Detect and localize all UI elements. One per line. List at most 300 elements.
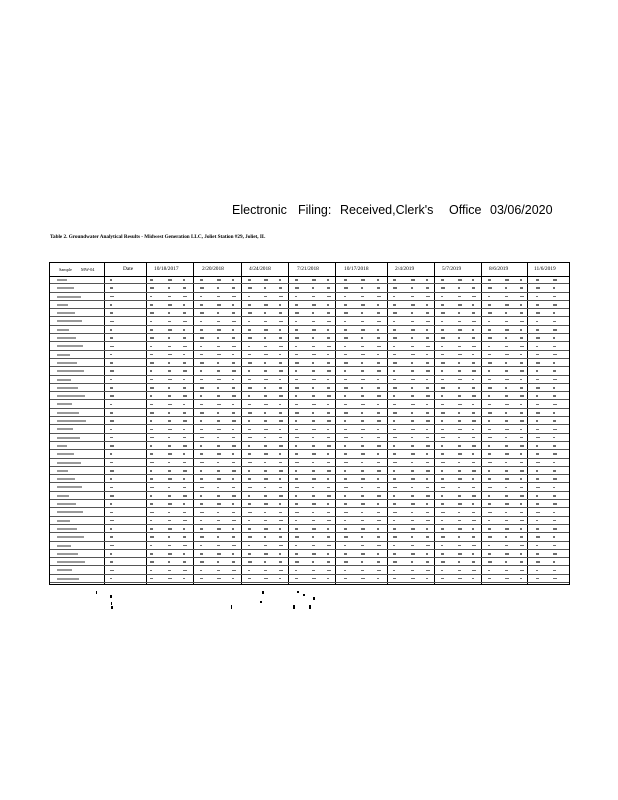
table-cell-mark xyxy=(150,304,153,306)
table-cell-mark xyxy=(279,536,282,538)
table-cell-mark xyxy=(183,453,185,455)
table-cell-mark xyxy=(110,445,114,447)
table-cell-mark xyxy=(168,346,171,348)
table-cell-mark xyxy=(361,520,364,522)
table-cell-mark xyxy=(248,495,250,497)
table-cell-mark xyxy=(200,528,203,530)
table-cell-mark xyxy=(393,570,395,572)
table-cell-mark xyxy=(361,545,364,547)
table-cell-mark xyxy=(110,437,113,439)
table-cell-mark xyxy=(361,354,365,356)
table-cell-mark xyxy=(200,404,203,406)
table-cell-mark xyxy=(217,362,219,364)
table-cell-mark xyxy=(426,395,430,397)
table-cell-mark xyxy=(488,337,492,339)
table-cell-mark xyxy=(520,379,522,381)
table-cell-mark xyxy=(505,462,507,464)
table-cell-mark xyxy=(279,553,281,555)
table-cell-mark xyxy=(150,495,152,497)
table-cell-mark xyxy=(393,553,396,555)
table-cell-mark xyxy=(217,553,221,555)
table-cell-mark xyxy=(377,578,379,580)
table-cell-mark xyxy=(426,561,429,563)
table-cell-mark xyxy=(536,462,540,464)
table-cell-mark xyxy=(472,553,474,555)
table-cell-mark xyxy=(344,329,347,331)
table-cell-mark xyxy=(393,578,396,580)
table-cell-mark xyxy=(327,578,329,580)
row-parameter-placeholder xyxy=(57,453,74,455)
table-cell-mark xyxy=(377,370,381,372)
table-cell-mark xyxy=(150,545,152,547)
table-cell-mark xyxy=(536,478,539,480)
table-cell-mark xyxy=(150,429,153,431)
table-cell-mark xyxy=(264,404,268,406)
table-cell-mark xyxy=(536,578,539,580)
table-cell-mark xyxy=(488,296,490,298)
table-cell-mark xyxy=(200,379,203,381)
table-cell-mark xyxy=(361,346,364,348)
table-cell-mark xyxy=(168,329,172,331)
table-cell-mark xyxy=(411,354,415,356)
table-cell-mark xyxy=(295,379,298,381)
table-cell-mark xyxy=(110,395,114,397)
table-cell-mark xyxy=(200,420,202,422)
table-cell-mark xyxy=(377,445,381,447)
table-cell-mark xyxy=(411,445,414,447)
table-cell-mark xyxy=(411,304,415,306)
table-cell-mark xyxy=(426,279,428,281)
table-cell-mark xyxy=(200,362,204,364)
table-cell-mark xyxy=(488,478,491,480)
table-cell-mark xyxy=(183,420,187,422)
table-cell-mark xyxy=(426,362,429,364)
table-cell-mark xyxy=(441,487,445,489)
table-cell-mark xyxy=(553,362,555,364)
table-cell-mark xyxy=(536,354,539,356)
table-cell-mark xyxy=(536,503,539,505)
table-cell-mark xyxy=(295,536,299,538)
table-cell-mark xyxy=(411,387,413,389)
row-parameter-placeholder xyxy=(57,495,69,497)
table-cell-mark xyxy=(411,570,414,572)
table-cell-mark xyxy=(232,296,236,298)
table-cell-mark xyxy=(536,487,540,489)
sample-id: MW-04 xyxy=(81,267,95,272)
table-cell-mark xyxy=(441,470,443,472)
table-cell-mark xyxy=(472,420,476,422)
table-cell-mark xyxy=(488,470,490,472)
table-cell-mark xyxy=(361,321,364,323)
table-cell-mark xyxy=(472,536,475,538)
table-cell-mark xyxy=(393,437,397,439)
table-cell-mark xyxy=(393,362,397,364)
row-parameter-placeholder xyxy=(57,279,67,281)
stamp-office: Office xyxy=(449,203,482,217)
row-parameter-placeholder xyxy=(57,478,75,480)
table-row xyxy=(50,467,569,475)
table-cell-mark xyxy=(377,553,379,555)
table-cell-mark xyxy=(312,312,314,314)
row-parameter-placeholder xyxy=(57,503,76,505)
table-cell-mark xyxy=(217,404,221,406)
table-cell-mark xyxy=(312,321,315,323)
table-cell-mark xyxy=(312,279,316,281)
table-cell-mark xyxy=(553,553,557,555)
date-col-3: 4/24/2018 xyxy=(249,266,271,272)
table-cell-mark xyxy=(248,420,250,422)
table-cell-mark xyxy=(458,337,460,339)
table-cell-mark xyxy=(110,545,114,547)
table-cell-mark xyxy=(150,362,154,364)
table-cell-mark xyxy=(426,445,430,447)
table-cell-mark xyxy=(344,495,346,497)
row-parameter-placeholder xyxy=(57,304,68,306)
table-cell-mark xyxy=(458,279,462,281)
table-cell-mark xyxy=(264,287,266,289)
table-cell-mark xyxy=(441,445,443,447)
table-row xyxy=(50,284,569,292)
table-cell-mark xyxy=(536,395,538,397)
table-cell-mark xyxy=(248,329,251,331)
table-cell-mark xyxy=(295,487,299,489)
table-cell-mark xyxy=(426,570,430,572)
table-cell-mark xyxy=(377,570,381,572)
table-cell-mark xyxy=(458,453,462,455)
table-cell-mark xyxy=(232,553,234,555)
table-cell-mark xyxy=(168,553,172,555)
table-cell-mark xyxy=(168,287,170,289)
table-cell-mark xyxy=(472,287,475,289)
table-cell-mark xyxy=(312,528,316,530)
scan-mark xyxy=(297,591,299,593)
table-cell-mark xyxy=(361,279,365,281)
table-cell-mark xyxy=(183,437,186,439)
table-cell-mark xyxy=(458,370,461,372)
table-cell-mark xyxy=(553,536,555,538)
table-cell-mark xyxy=(232,453,234,455)
table-cell-mark xyxy=(279,420,283,422)
table-cell-mark xyxy=(393,536,397,538)
table-cell-mark xyxy=(488,420,490,422)
table-cell-mark xyxy=(295,453,298,455)
table-cell-mark xyxy=(295,561,299,563)
table-cell-mark xyxy=(110,420,114,422)
table-cell-mark xyxy=(327,536,330,538)
table-cell-mark xyxy=(553,545,556,547)
table-cell-mark xyxy=(200,304,203,306)
table-cell-mark xyxy=(248,321,250,323)
table-cell-mark xyxy=(264,437,266,439)
table-cell-mark xyxy=(393,296,395,298)
table-cell-mark xyxy=(248,470,250,472)
table-cell-mark xyxy=(426,578,428,580)
table-cell-mark xyxy=(458,570,461,572)
stamp-received: Received,Clerk's xyxy=(340,203,434,217)
table-cell-mark xyxy=(217,478,221,480)
table-cell-mark xyxy=(472,329,474,331)
table-cell-mark xyxy=(393,453,396,455)
table-cell-mark xyxy=(361,395,364,397)
table-cell-mark xyxy=(248,395,250,397)
table-cell-mark xyxy=(520,346,524,348)
table-cell-mark xyxy=(248,545,250,547)
table-cell-mark xyxy=(168,412,170,414)
table-cell-mark xyxy=(295,304,298,306)
table-cell-mark xyxy=(520,470,524,472)
table-cell-mark xyxy=(327,553,329,555)
table-row xyxy=(50,508,569,516)
table-cell-mark xyxy=(520,412,523,414)
table-cell-mark xyxy=(458,354,462,356)
table-cell-mark xyxy=(232,512,235,514)
table-cell-mark xyxy=(217,570,220,572)
table-cell-mark xyxy=(279,520,283,522)
table-cell-mark xyxy=(232,337,235,339)
scan-mark xyxy=(110,595,112,598)
table-cell-mark xyxy=(264,296,267,298)
table-cell-mark xyxy=(505,395,508,397)
table-cell-mark xyxy=(344,287,348,289)
table-cell-mark xyxy=(232,312,235,314)
table-cell-mark xyxy=(217,487,219,489)
table-cell-mark xyxy=(264,561,266,563)
table-cell-mark xyxy=(377,536,380,538)
table-cell-mark xyxy=(458,536,460,538)
table-cell-mark xyxy=(150,512,154,514)
table-cell-mark xyxy=(312,445,315,447)
table-cell-mark xyxy=(520,528,522,530)
table-cell-mark xyxy=(553,487,555,489)
table-cell-mark xyxy=(458,528,462,530)
table-cell-mark xyxy=(488,462,492,464)
table-cell-mark xyxy=(150,379,153,381)
table-cell-mark xyxy=(536,287,540,289)
table-cell-mark xyxy=(200,578,203,580)
table-cell-mark xyxy=(150,404,153,406)
table-row xyxy=(50,558,569,566)
table-cell-mark xyxy=(248,312,252,314)
table-cell-mark xyxy=(377,387,380,389)
table-cell-mark xyxy=(264,420,267,422)
row-parameter-placeholder xyxy=(57,370,84,372)
table-cell-mark xyxy=(344,470,346,472)
table-cell-mark xyxy=(312,512,314,514)
table-cell-mark xyxy=(312,354,316,356)
table-cell-mark xyxy=(393,387,397,389)
table-cell-mark xyxy=(536,312,540,314)
stamp-date: 03/06/2020 xyxy=(490,203,553,217)
table-cell-mark xyxy=(426,312,429,314)
table-cell-mark xyxy=(327,412,330,414)
table-cell-mark xyxy=(110,312,113,314)
table-cell-mark xyxy=(377,312,380,314)
table-cell-mark xyxy=(200,395,202,397)
table-cell-mark xyxy=(110,503,112,505)
table-cell-mark xyxy=(168,495,171,497)
table-cell-mark xyxy=(279,412,282,414)
table-cell-mark xyxy=(327,304,329,306)
table-cell-mark xyxy=(327,279,329,281)
table-cell-mark xyxy=(183,287,186,289)
table-cell-mark xyxy=(520,287,523,289)
row-parameter-placeholder xyxy=(57,387,78,389)
table-cell-mark xyxy=(505,346,508,348)
table-cell-mark xyxy=(361,379,365,381)
table-cell-mark xyxy=(553,287,555,289)
table-cell-mark xyxy=(426,412,429,414)
table-cell-mark xyxy=(344,429,347,431)
table-cell-mark xyxy=(344,570,346,572)
table-cell-mark xyxy=(505,528,509,530)
table-cell-mark xyxy=(110,561,113,563)
table-cell-mark xyxy=(295,321,297,323)
scan-mark xyxy=(303,594,305,596)
table-cell-mark xyxy=(200,553,203,555)
table-cell-mark xyxy=(441,503,444,505)
table-cell-mark xyxy=(553,570,556,572)
table-cell-mark xyxy=(505,545,508,547)
table-cell-mark xyxy=(553,395,556,397)
table-row xyxy=(50,517,569,525)
table-cell-mark xyxy=(200,329,203,331)
row-parameter-placeholder xyxy=(57,329,69,331)
table-cell-mark xyxy=(377,545,381,547)
table-cell-mark xyxy=(232,279,234,281)
table-cell-mark xyxy=(150,536,154,538)
table-cell-mark xyxy=(295,520,297,522)
table-cell-mark xyxy=(472,395,476,397)
table-cell-mark xyxy=(344,387,348,389)
table-cell-mark xyxy=(536,321,538,323)
table-cell-mark xyxy=(248,287,252,289)
table-cell-mark xyxy=(458,346,461,348)
table-cell-mark xyxy=(264,387,266,389)
table-cell-mark xyxy=(110,462,113,464)
table-cell-mark xyxy=(327,453,329,455)
table-cell-mark xyxy=(458,445,461,447)
table-cell-mark xyxy=(264,412,266,414)
table-cell-mark xyxy=(377,321,381,323)
table-cell-mark xyxy=(520,445,524,447)
table-cell-mark xyxy=(295,478,298,480)
table-cell-mark xyxy=(183,561,186,563)
table-cell-mark xyxy=(488,503,491,505)
table-cell-mark xyxy=(295,462,299,464)
table-cell-mark xyxy=(295,370,297,372)
table-cell-mark xyxy=(344,512,348,514)
table-cell-mark xyxy=(183,545,187,547)
table-cell-mark xyxy=(312,487,314,489)
table-cell-mark xyxy=(217,321,220,323)
table-cell-mark xyxy=(327,429,329,431)
table-cell-mark xyxy=(183,379,185,381)
table-cell-mark xyxy=(505,437,507,439)
table-cell-mark xyxy=(536,512,540,514)
table-cell-mark xyxy=(441,520,443,522)
table-cell-mark xyxy=(377,346,381,348)
table-cell-mark xyxy=(200,520,202,522)
table-cell-mark xyxy=(279,329,281,331)
table-cell-mark xyxy=(150,470,152,472)
table-cell-mark xyxy=(200,445,202,447)
table-cell-mark xyxy=(377,420,381,422)
table-row xyxy=(50,276,569,284)
table-cell-mark xyxy=(472,370,476,372)
table-cell-mark xyxy=(441,404,444,406)
table-cell-mark xyxy=(264,453,268,455)
table-cell-mark xyxy=(393,487,397,489)
table-cell-mark xyxy=(393,495,395,497)
table-cell-mark xyxy=(183,304,185,306)
electronic-filing-stamp xyxy=(232,203,592,221)
scan-mark xyxy=(111,606,113,609)
table-cell-mark xyxy=(505,478,509,480)
table-caption: Table 2. Groundwater Analytical Results - Midwest Generation LLC, Joliet Station #29, Joliet, IL xyxy=(50,234,266,240)
table-cell-mark xyxy=(232,503,234,505)
table-cell-mark xyxy=(183,478,185,480)
table-cell-mark xyxy=(248,462,252,464)
table-cell-mark xyxy=(553,420,556,422)
table-cell-mark xyxy=(150,453,153,455)
date-col-2: 2/20/2018 xyxy=(202,266,224,272)
table-cell-mark xyxy=(110,553,112,555)
table-cell-mark xyxy=(232,495,236,497)
table-cell-mark xyxy=(279,495,283,497)
table-cell-mark xyxy=(377,437,380,439)
table-cell-mark xyxy=(217,495,220,497)
table-cell-mark xyxy=(200,512,204,514)
table-cell-mark xyxy=(183,536,186,538)
table-cell-mark xyxy=(312,578,316,580)
table-cell-mark xyxy=(232,528,234,530)
table-cell-mark xyxy=(200,429,203,431)
table-row xyxy=(50,384,569,392)
table-cell-mark xyxy=(536,362,540,364)
table-cell-mark xyxy=(183,370,187,372)
table-cell-mark xyxy=(441,296,443,298)
table-cell-mark xyxy=(488,370,490,372)
table-cell-mark xyxy=(377,296,381,298)
table-cell-mark xyxy=(393,545,395,547)
table-cell-mark xyxy=(150,354,153,356)
table-cell-mark xyxy=(536,553,539,555)
table-cell-mark xyxy=(217,395,220,397)
table-cell-mark xyxy=(327,561,330,563)
table-cell-mark xyxy=(168,337,170,339)
table-cell-mark xyxy=(553,279,557,281)
table-cell-mark xyxy=(536,536,540,538)
table-cell-mark xyxy=(458,503,462,505)
table-cell-mark xyxy=(200,495,202,497)
row-parameter-placeholder xyxy=(57,420,86,422)
table-cell-mark xyxy=(248,503,251,505)
table-cell-mark xyxy=(110,570,114,572)
row-parameter-placeholder xyxy=(57,462,81,464)
table-cell-mark xyxy=(344,545,346,547)
table-cell-mark xyxy=(110,279,112,281)
table-cell-mark xyxy=(377,462,380,464)
table-cell-mark xyxy=(327,329,329,331)
table-cell-mark xyxy=(217,437,219,439)
table-cell-mark xyxy=(553,321,556,323)
table-cell-mark xyxy=(295,429,298,431)
table-cell-mark xyxy=(426,370,430,372)
table-cell-mark xyxy=(458,404,462,406)
table-cell-mark xyxy=(458,321,461,323)
table-cell-mark xyxy=(232,354,234,356)
table-cell-mark xyxy=(488,561,492,563)
